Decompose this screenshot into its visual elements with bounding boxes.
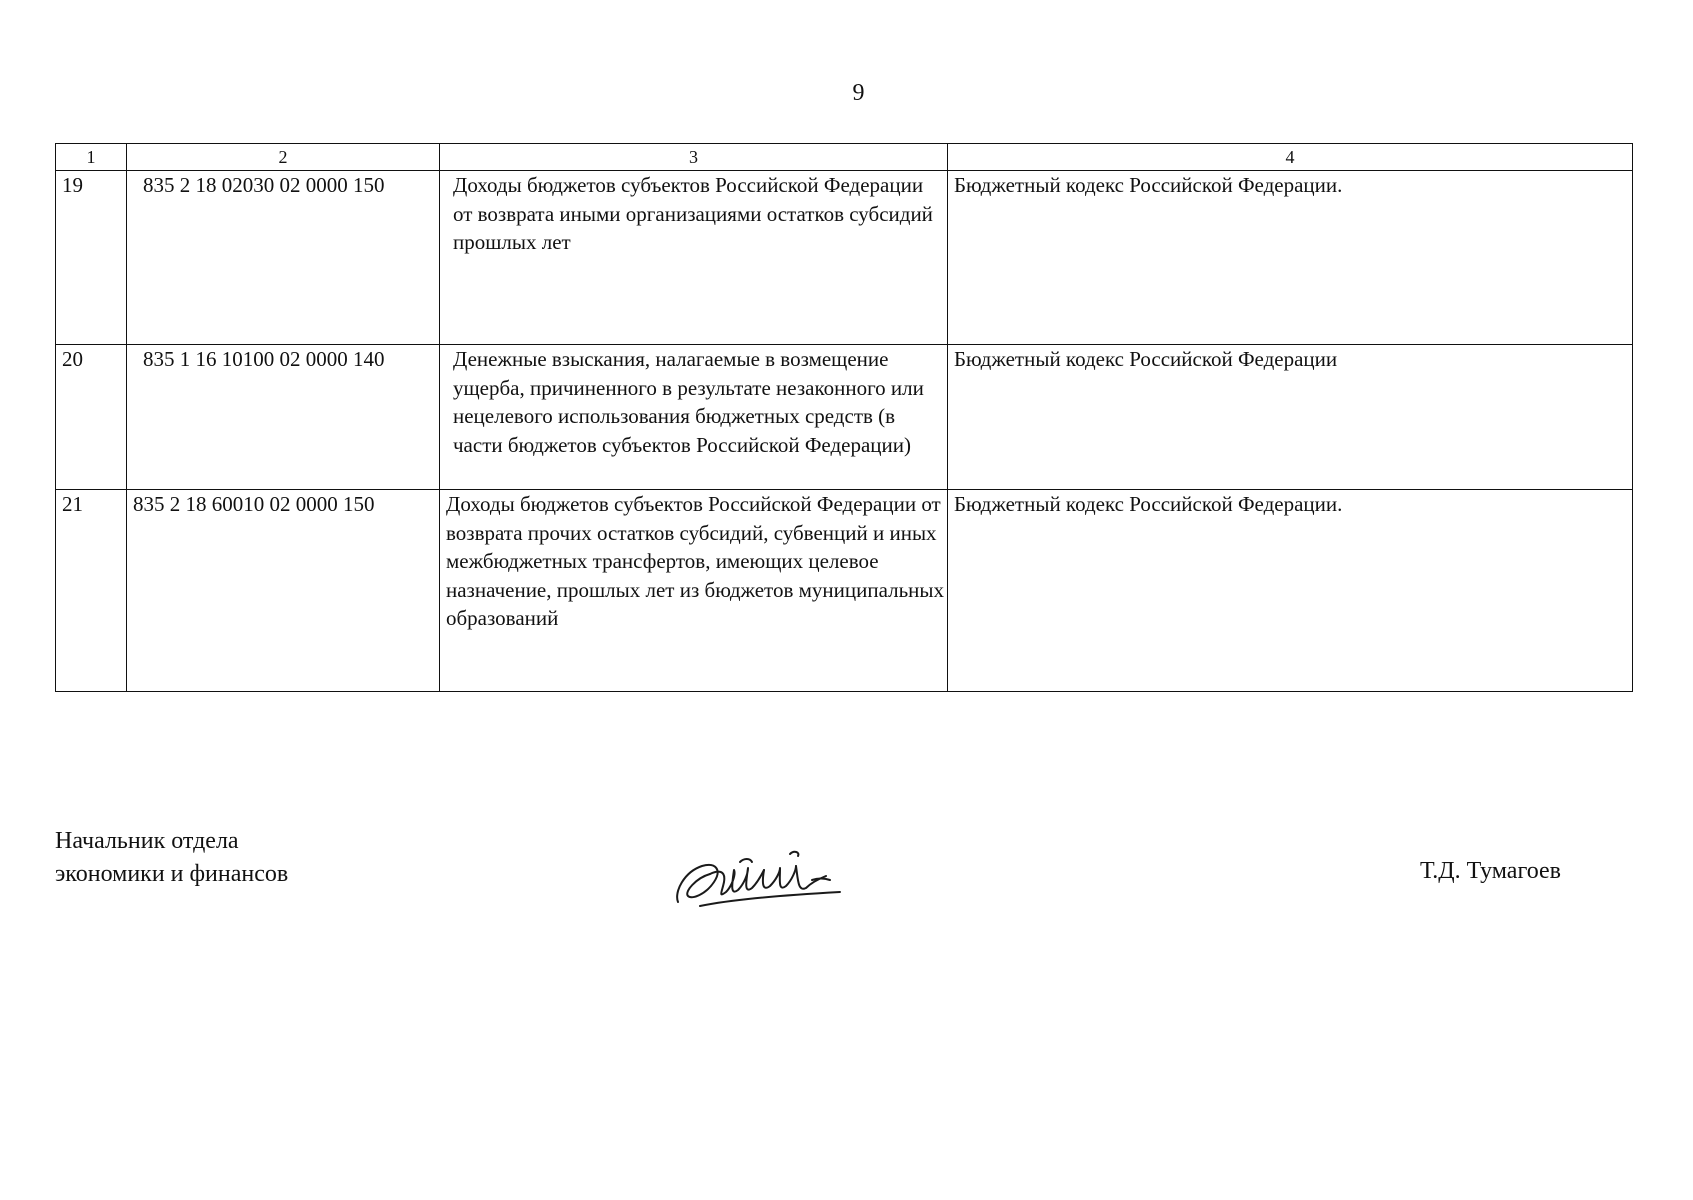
row-number: 20 bbox=[56, 345, 127, 490]
row-number: 21 bbox=[56, 490, 127, 692]
budget-classification-code: 835 1 16 10100 02 0000 140 bbox=[127, 345, 440, 490]
handwritten-signature bbox=[670, 840, 850, 920]
signer-name: Т.Д. Тумагоев bbox=[1420, 858, 1561, 884]
column-header-number: 1 bbox=[56, 144, 127, 171]
budget-classification-code: 835 2 18 02030 02 0000 150 bbox=[127, 171, 440, 345]
position-line-1: Начальник отдела bbox=[55, 828, 239, 854]
revenue-codes-table bbox=[55, 143, 1633, 692]
position-line-2: экономики и финансов bbox=[55, 861, 289, 887]
budget-classification-code: 835 2 18 60010 02 0000 150 bbox=[127, 490, 440, 692]
table-row bbox=[56, 171, 1633, 345]
legal-basis: Бюджетный кодекс Российской Федерации. bbox=[948, 490, 1633, 692]
table-row bbox=[56, 490, 1633, 692]
legal-basis: Бюджетный кодекс Российской Федерации. bbox=[948, 171, 1633, 345]
row-number: 19 bbox=[56, 171, 127, 345]
signatory-position bbox=[55, 825, 288, 891]
column-header-description: 3 bbox=[440, 144, 948, 171]
column-header-basis: 4 bbox=[948, 144, 1633, 171]
column-header-code: 2 bbox=[127, 144, 440, 171]
page-number: 9 bbox=[852, 80, 865, 106]
revenue-description: Денежные взыскания, налагаемые в возмещение ущерба, причиненного в результате незаконного или нецелевого использования бюджетных средств (в части бюджетов субъектов Российской Федерации) bbox=[440, 345, 948, 490]
revenue-description: Доходы бюджетов субъектов Российской Федерации от возврата иными организациями остатков субсидий прошлых лет bbox=[440, 171, 948, 345]
revenue-description: Доходы бюджетов субъектов Российской Федерации от возврата прочих остатков субсидий, субвенций и иных межбюджетных трансфертов, имеющих целевое назначение, прошлых лет из бюджетов муниципальных образований bbox=[440, 490, 948, 692]
legal-basis: Бюджетный кодекс Российской Федерации bbox=[948, 345, 1633, 490]
table-header-row bbox=[56, 144, 1633, 171]
table-row bbox=[56, 345, 1633, 490]
